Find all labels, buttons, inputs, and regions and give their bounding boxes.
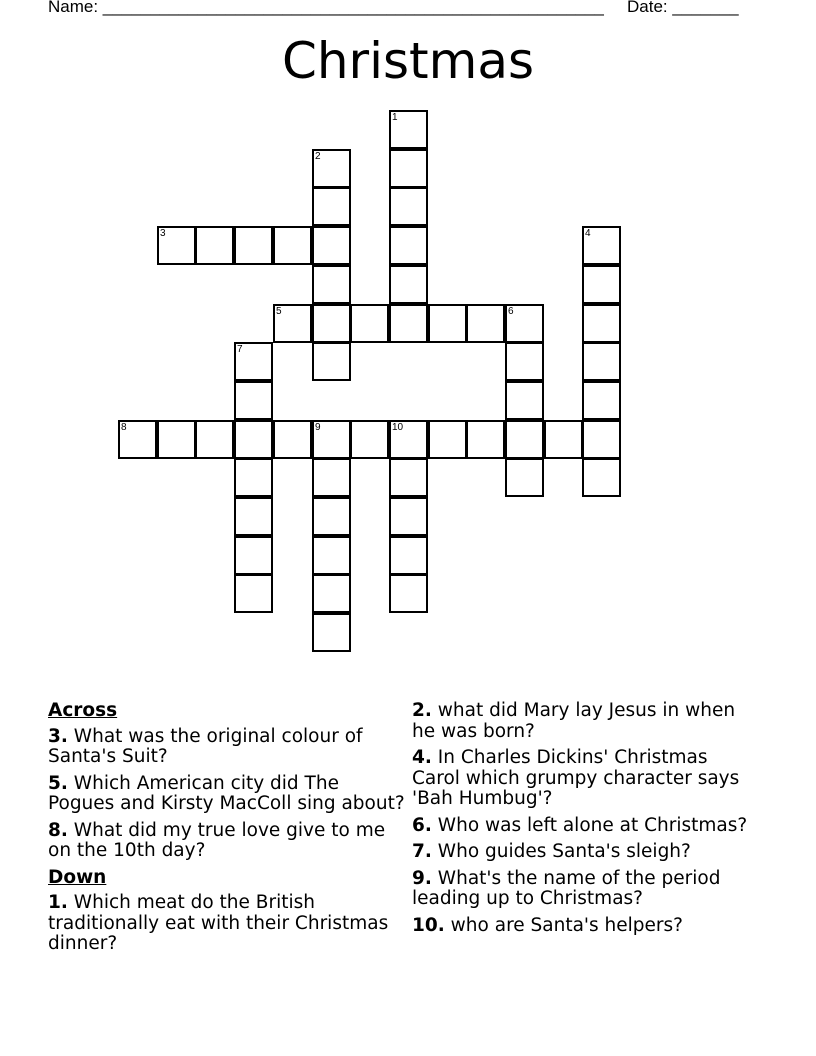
grid-cell[interactable] <box>389 497 428 536</box>
grid-cell[interactable] <box>312 497 351 536</box>
grid-cell[interactable] <box>312 536 351 575</box>
grid-cell[interactable] <box>157 226 196 265</box>
grid-cell[interactable] <box>389 458 428 497</box>
date-field[interactable]: Date: _______ <box>627 0 739 16</box>
grid-cell[interactable] <box>350 420 389 459</box>
cell-number: 10 <box>392 422 404 433</box>
cell-number: 6 <box>508 306 514 317</box>
clue-text: What was the original colour of Santa's Suit? <box>48 725 363 767</box>
grid-cell[interactable] <box>505 342 544 381</box>
clue-text: What did my true love give to me on the 10th day? <box>48 819 386 861</box>
grid-cell[interactable] <box>234 226 273 265</box>
grid-cell[interactable] <box>118 420 157 459</box>
name-field[interactable]: Name: _____________________________________________________ <box>48 0 604 16</box>
grid-cell[interactable] <box>312 574 351 613</box>
grid-cell[interactable] <box>195 420 234 459</box>
clue-number: 3. <box>48 725 68 747</box>
grid-cell[interactable] <box>273 226 312 265</box>
clue-down-2 <box>412 701 757 742</box>
grid-cell[interactable] <box>428 304 467 343</box>
grid-cell[interactable] <box>273 420 312 459</box>
clue-down-1 <box>48 893 408 955</box>
grid-cell[interactable] <box>544 420 583 459</box>
cell-number: 1 <box>392 112 398 123</box>
grid-cell[interactable] <box>389 265 428 304</box>
clue-number: 9. <box>412 867 432 889</box>
cell-number: 5 <box>276 306 282 317</box>
clue-number: 8. <box>48 819 68 841</box>
cell-number: 3 <box>160 228 166 239</box>
grid-cell[interactable] <box>582 458 621 497</box>
clue-number: 4. <box>412 747 432 768</box>
clue-text: Who guides Santa's sleigh? <box>437 841 691 862</box>
grid-cell[interactable] <box>312 613 351 652</box>
grid-cell[interactable] <box>582 304 621 343</box>
clue-down-4 <box>412 748 757 810</box>
grid-cell[interactable] <box>389 304 428 343</box>
clue-down-9 <box>412 869 757 910</box>
grid-cell[interactable] <box>312 458 351 497</box>
grid-cell[interactable] <box>505 420 544 459</box>
grid-cell[interactable] <box>195 226 234 265</box>
clues-right-column <box>412 701 757 942</box>
grid-cell[interactable] <box>312 420 351 459</box>
cell-number: 7 <box>237 344 243 355</box>
clue-across-5 <box>48 774 408 815</box>
clue-text: Which American city did The Pogues and Kirsty MacColl sing about? <box>48 772 405 814</box>
cell-number: 2 <box>315 151 321 162</box>
grid-cell[interactable] <box>428 420 467 459</box>
grid-cell[interactable] <box>389 187 428 226</box>
clue-down-7 <box>412 842 757 863</box>
grid-cell[interactable] <box>505 458 544 497</box>
grid-cell[interactable] <box>389 574 428 613</box>
grid-cell[interactable] <box>312 226 351 265</box>
grid-cell[interactable] <box>312 304 351 343</box>
clue-text: What's the name of the period leading up to Christmas? <box>412 867 721 909</box>
grid-cell[interactable] <box>389 420 428 459</box>
clue-number: 7. <box>412 841 432 862</box>
grid-cell[interactable] <box>312 149 351 188</box>
grid-cell[interactable] <box>234 536 273 575</box>
clue-text: who are Santa's helpers? <box>450 914 683 936</box>
clue-text: In Charles Dickins' Christmas Carol which grumpy character says 'Bah Humbug'? <box>412 747 740 809</box>
grid-cell[interactable] <box>312 187 351 226</box>
clue-number: 6. <box>412 814 432 836</box>
grid-cell[interactable] <box>582 265 621 304</box>
clue-down-6 <box>412 816 757 837</box>
grid-cell[interactable] <box>582 420 621 459</box>
clue-text: what did Mary lay Jesus in when he was born? <box>412 700 736 742</box>
clue-across-8 <box>48 821 408 862</box>
clue-number: 1. <box>48 892 68 913</box>
across-heading: Across <box>48 700 118 721</box>
grid-cell[interactable] <box>505 381 544 420</box>
cell-number: 9 <box>315 422 321 433</box>
grid-cell[interactable] <box>234 497 273 536</box>
grid-cell[interactable] <box>234 381 273 420</box>
grid-cell[interactable] <box>312 265 351 304</box>
grid-cell[interactable] <box>582 226 621 265</box>
grid-cell[interactable] <box>234 420 273 459</box>
clue-number: 10. <box>412 914 445 936</box>
grid-cell[interactable] <box>466 304 505 343</box>
grid-cell[interactable] <box>234 342 273 381</box>
grid-cell[interactable] <box>234 574 273 613</box>
grid-cell[interactable] <box>466 420 505 459</box>
clue-down-10 <box>412 916 757 937</box>
grid-cell[interactable] <box>350 304 389 343</box>
grid-cell[interactable] <box>582 342 621 381</box>
grid-cell[interactable] <box>389 149 428 188</box>
clue-text: Who was left alone at Christmas? <box>437 814 748 836</box>
grid-cell[interactable] <box>312 342 351 381</box>
down-heading: Down <box>48 866 107 888</box>
grid-cell[interactable] <box>505 304 544 343</box>
grid-cell[interactable] <box>389 110 428 149</box>
clues-left-column <box>48 701 408 961</box>
cell-number: 8 <box>121 422 127 433</box>
grid-cell[interactable] <box>389 536 428 575</box>
grid-cell[interactable] <box>389 226 428 265</box>
grid-cell[interactable] <box>234 458 273 497</box>
grid-cell[interactable] <box>582 381 621 420</box>
cell-number: 4 <box>585 228 591 239</box>
clue-number: 2. <box>412 700 432 721</box>
grid-cell[interactable] <box>157 420 196 459</box>
page-title: Christmas <box>281 32 535 90</box>
clue-number: 5. <box>48 772 68 794</box>
clue-across-3 <box>48 727 408 768</box>
grid-cell[interactable] <box>273 304 312 343</box>
clue-text: Which meat do the British traditionally eat with their Christmas dinner? <box>48 892 389 954</box>
